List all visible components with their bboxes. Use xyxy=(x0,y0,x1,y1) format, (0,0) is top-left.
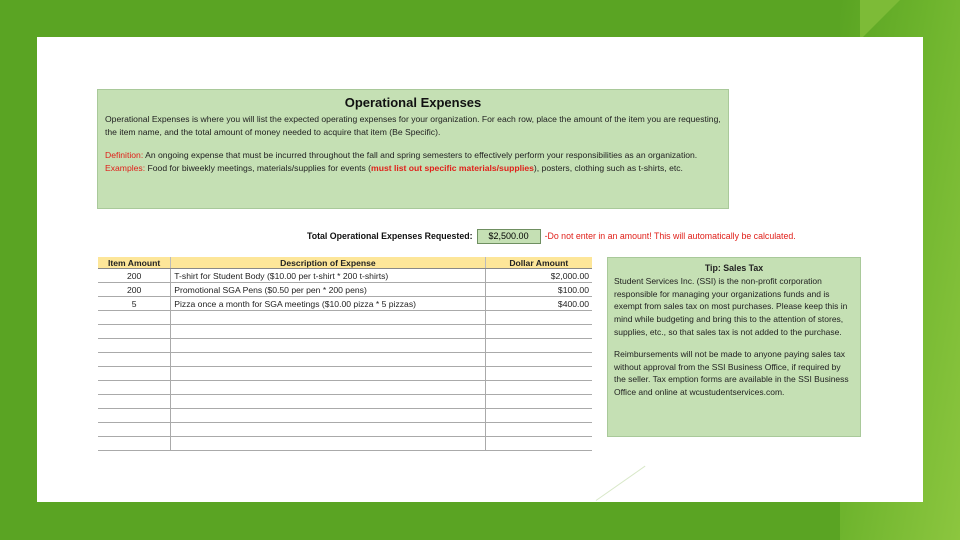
info-intro: Operational Expenses is where you will list the expected operating expenses for your organization. For each row, place the amount of the item you are requesting, the item name, and the total amount of money needed to acquire that item (Be Specific). xyxy=(105,114,721,137)
item-amount-cell[interactable] xyxy=(98,325,171,339)
description-cell[interactable] xyxy=(171,311,485,325)
description-cell[interactable]: Pizza once a month for SGA meetings ($10.00 pizza * 5 pizzas) xyxy=(171,297,485,311)
info-definition xyxy=(105,149,721,162)
header-description: Description of Expense xyxy=(171,257,485,269)
dollar-amount-cell[interactable] xyxy=(485,395,592,409)
description-cell[interactable] xyxy=(171,409,485,423)
examples-emphasis: must list out specific materials/supplies xyxy=(371,163,534,173)
info-examples xyxy=(105,162,721,175)
table-row xyxy=(98,381,592,395)
tip-title: Tip: Sales Tax xyxy=(704,263,764,273)
dollar-amount-cell[interactable] xyxy=(485,325,592,339)
tip-paragraph-2: Reimbursements will not be made to anyone paying sales tax without approval from the SSI Business Office, if required by the seller. Tax emption forms are available in the SSI Business Office and online at wcustudentservices.com. xyxy=(614,348,849,398)
table-row xyxy=(98,409,592,423)
table-row xyxy=(98,311,592,325)
description-cell[interactable] xyxy=(171,423,485,437)
sales-tax-tip-box xyxy=(607,257,861,437)
total-row xyxy=(307,229,796,243)
description-cell[interactable]: Promotional SGA Pens ($0.50 per pen * 200 pens) xyxy=(171,283,485,297)
expenses-table xyxy=(98,257,592,451)
description-cell[interactable] xyxy=(171,367,485,381)
item-amount-cell[interactable] xyxy=(98,367,171,381)
dollar-amount-cell[interactable] xyxy=(485,437,592,451)
table-row xyxy=(98,395,592,409)
dollar-amount-cell[interactable] xyxy=(485,381,592,395)
examples-after: ), posters, clothing such as t-shirts, etc. xyxy=(533,163,683,173)
dollar-amount-cell[interactable]: $400.00 xyxy=(485,297,592,311)
description-cell[interactable] xyxy=(171,395,485,409)
table-row xyxy=(98,367,592,381)
description-cell[interactable] xyxy=(171,325,485,339)
table-row xyxy=(98,269,592,283)
dollar-amount-cell[interactable] xyxy=(485,311,592,325)
description-cell[interactable] xyxy=(171,339,485,353)
item-amount-cell[interactable]: 200 xyxy=(98,283,171,297)
definition-text: An ongoing expense that must be incurred throughout the fall and spring semesters to effectively perform your responsibilities as an organization. xyxy=(143,150,698,160)
tip-paragraph-1: Student Services Inc. (SSI) is the non-profit corporation responsible for managing your organizations funds and is exempt from sales tax on most purchases. Please keep this in mind while budgeting and bring this to the attention of stores, supplies, etc., so that sales tax is not added to the purchase. xyxy=(614,275,848,337)
header-item-amount: Item Amount xyxy=(98,257,171,269)
item-amount-cell[interactable] xyxy=(98,423,171,437)
table-row xyxy=(98,283,592,297)
definition-label: Definition: xyxy=(105,150,144,160)
dollar-amount-cell[interactable] xyxy=(485,367,592,381)
dollar-amount-cell[interactable] xyxy=(485,409,592,423)
description-cell[interactable] xyxy=(171,381,485,395)
examples-label: Examples: xyxy=(105,163,146,173)
total-label: Total Operational Expenses Requested: xyxy=(307,231,473,241)
table-row xyxy=(98,339,592,353)
dollar-amount-cell[interactable] xyxy=(485,339,592,353)
description-cell[interactable]: T-shirt for Student Body ($10.00 per t-shirt * 200 t-shirts) xyxy=(171,269,485,283)
item-amount-cell[interactable] xyxy=(98,353,171,367)
table-row xyxy=(98,297,592,311)
item-amount-cell[interactable]: 5 xyxy=(98,297,171,311)
item-amount-cell[interactable] xyxy=(98,395,171,409)
dollar-amount-cell[interactable] xyxy=(485,423,592,437)
item-amount-cell[interactable] xyxy=(98,339,171,353)
table-header-row xyxy=(98,257,592,269)
table-row xyxy=(98,325,592,339)
dollar-amount-cell[interactable] xyxy=(485,353,592,367)
item-amount-cell[interactable] xyxy=(98,437,171,451)
table-row xyxy=(98,423,592,437)
item-amount-cell[interactable] xyxy=(98,409,171,423)
total-value-cell: $2,500.00 xyxy=(477,229,541,244)
info-title: Operational Expenses xyxy=(344,95,482,110)
table-row xyxy=(98,353,592,367)
dollar-amount-cell[interactable]: $100.00 xyxy=(485,283,592,297)
header-dollar-amount: Dollar Amount xyxy=(485,257,592,269)
item-amount-cell[interactable] xyxy=(98,381,171,395)
examples-before: Food for biweekly meetings, materials/supplies for events ( xyxy=(145,163,372,173)
operational-expenses-info-box xyxy=(97,89,729,209)
dollar-amount-cell[interactable]: $2,000.00 xyxy=(485,269,592,283)
item-amount-cell[interactable]: 200 xyxy=(98,269,171,283)
description-cell[interactable] xyxy=(171,437,485,451)
description-cell[interactable] xyxy=(171,353,485,367)
total-note: -Do not enter in an amount! This will automatically be calculated. xyxy=(544,231,796,241)
item-amount-cell[interactable] xyxy=(98,311,171,325)
table-row xyxy=(98,437,592,451)
